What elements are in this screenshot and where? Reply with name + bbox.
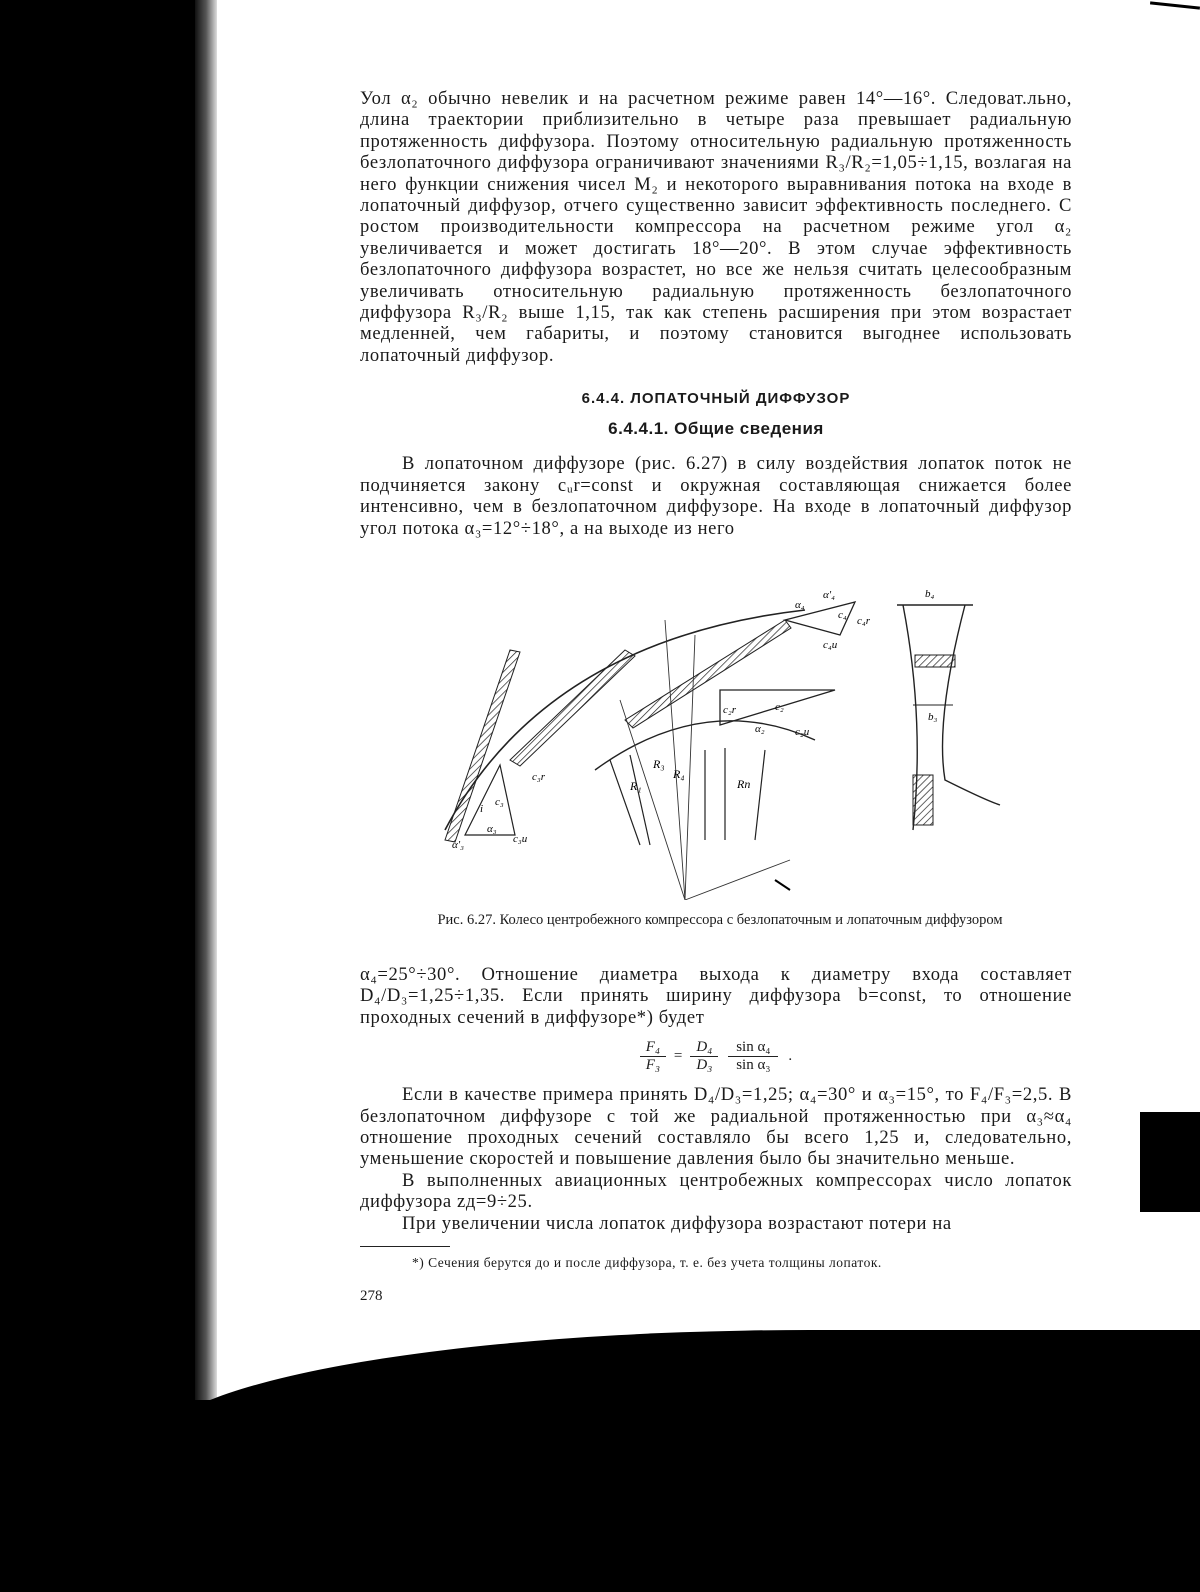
formula-f3: F₃ — [645, 1056, 661, 1073]
formula-end: . — [788, 1047, 793, 1064]
label-a3p: α′₃ — [452, 839, 465, 851]
formula-eq: = — [673, 1047, 683, 1064]
figure-caption-wrap — [420, 912, 1020, 929]
subsection-heading: 6.4.4.1. Общие сведения — [608, 419, 824, 439]
label-a3: α₃ — [487, 823, 497, 835]
paragraph-4: Если в качестве примера принять D₄/D₃=1,25; α₄=30° и α₃=15°, то F₄/F₃=2,5. В безлопаточном диффузоре с той же радиальной протяженностью при α₃≈α₄ отношение проходных сечений составляло бы всего 1,25 и, следовательно, уменьшение скоростей и повышение давления было бы значительно меньше. — [360, 1084, 1072, 1170]
paragraph-3: α₄=25°÷30°. Отношение диаметра выхода к диаметру входа составляет D₄/D₃=1,25÷1,35. Если принять ширину диффузора b=const, то отношение проходных сечений в диффузоре*) будет — [360, 964, 1072, 1028]
label-a4p: α′₄ — [823, 589, 836, 601]
label-r3: R₃ — [653, 757, 665, 771]
label-i: i — [480, 803, 484, 815]
label-r4: R₄ — [673, 767, 685, 781]
label-r1: R₁ — [630, 779, 642, 793]
paragraph-6: При увеличении числа лопаток диффузора возрастают потери на — [402, 1212, 952, 1234]
label-c3: c₃ — [495, 796, 504, 808]
label-rp: Rп — [737, 777, 751, 791]
formula — [360, 1028, 1072, 1084]
formula-f4: F₄ — [645, 1038, 661, 1055]
label-c2: c₂ — [775, 701, 784, 713]
page-content — [360, 88, 1072, 539]
formula-d3: D₃ — [696, 1056, 713, 1073]
footnote-rule — [360, 1246, 450, 1247]
label-c4u: c₄u — [823, 639, 838, 651]
paragraph-5: В выполненных авиационных центробежных компрессорах число лопаток диффузора zд=9÷25. — [360, 1169, 1072, 1213]
side-section-hatch — [913, 775, 933, 825]
diffuser-blade — [625, 620, 791, 728]
label-b3: b₃ — [928, 711, 938, 723]
label-c2r: c₂r — [723, 704, 736, 716]
axis-arrow — [775, 880, 790, 890]
label-a2: α₂ — [755, 723, 765, 735]
paragraph-1: Уол α₂ обычно невелик и на расчетном режиме равен 14°—16°. Следоват.льно, длина траектории приблизительно в четыре раза превышает радиальную протяженность диффузора. Поэтому относительную радиальную протяженность безлопаточного диффузора ограничивают значениями R₃/R₂=1,05÷1,15, возлагая на него функции снижения чисел M₂ и некоторого выравнивания потока на входе в лопаточный диффузор, отчего существенно зависит эффективность последнего. С ростом производительности компрессора на расчетном режиме угол α₂ увеличивается и может достигать 18°—20°. В этом случае эффективность безлопаточного диффузора возрастет, но все же нельзя считать целесообразным увеличивать относительную радиальную протяженность безлопаточного диффузора R₃/R₂ выше 1,15, так как степень расширения при этом возрастает медленней, чем габариты, и поэтому становится выгоднее использовать лопаточный диффузор. — [360, 88, 1072, 366]
figure-caption: Рис. 6.27. Колесо центробежного компрессора с безлопаточным и лопаточным диффузором — [437, 912, 1003, 928]
label-c4: c₄ — [838, 609, 847, 621]
footnote: *) Сечения берутся до и после диффузора, т. е. без учета толщины лопаток. — [412, 1255, 882, 1271]
scan-left-gradient — [195, 0, 217, 1400]
formula-sin-a3: sin α₃ — [736, 1056, 771, 1073]
label-b4: b₄ — [925, 588, 935, 600]
side-section-hatch — [915, 655, 955, 667]
label-c3r: c₃r — [532, 771, 545, 783]
side-section — [897, 605, 1000, 830]
page-content-lower — [360, 964, 1072, 1305]
page-number: 278 — [360, 1288, 383, 1305]
label-a4: α₄ — [795, 599, 805, 611]
scan-top-right-mark — [1150, 1, 1200, 9]
formula-sin-a4: sin α₄ — [736, 1038, 771, 1055]
section-heading: 6.4.4. ЛОПАТОЧНЫЙ ДИФФУЗОР — [581, 390, 851, 408]
formula-d4: D₄ — [696, 1038, 713, 1055]
label-c2u: c₂u — [795, 726, 810, 738]
diffuser-blade — [510, 650, 635, 766]
figure-impeller-diffuser — [425, 580, 1035, 900]
paragraph-2: В лопаточном диффузоре (рис. 6.27) в силу воздействия лопаток поток не подчиняется закону cᵤr=const и окружная составляющая снижается более интенсивно, чем в безлопаточном диффузоре. На входе в лопаточный диффузор угол потока α₃=12°÷18°, а на выходе из него — [360, 453, 1072, 539]
scan-right-mark — [1140, 1112, 1200, 1212]
scan-bottom-shadow — [0, 1400, 1200, 1592]
scan-left-shadow — [0, 0, 205, 1400]
label-c4r: c₄r — [857, 615, 870, 627]
label-c3u: c₃u — [513, 833, 528, 845]
